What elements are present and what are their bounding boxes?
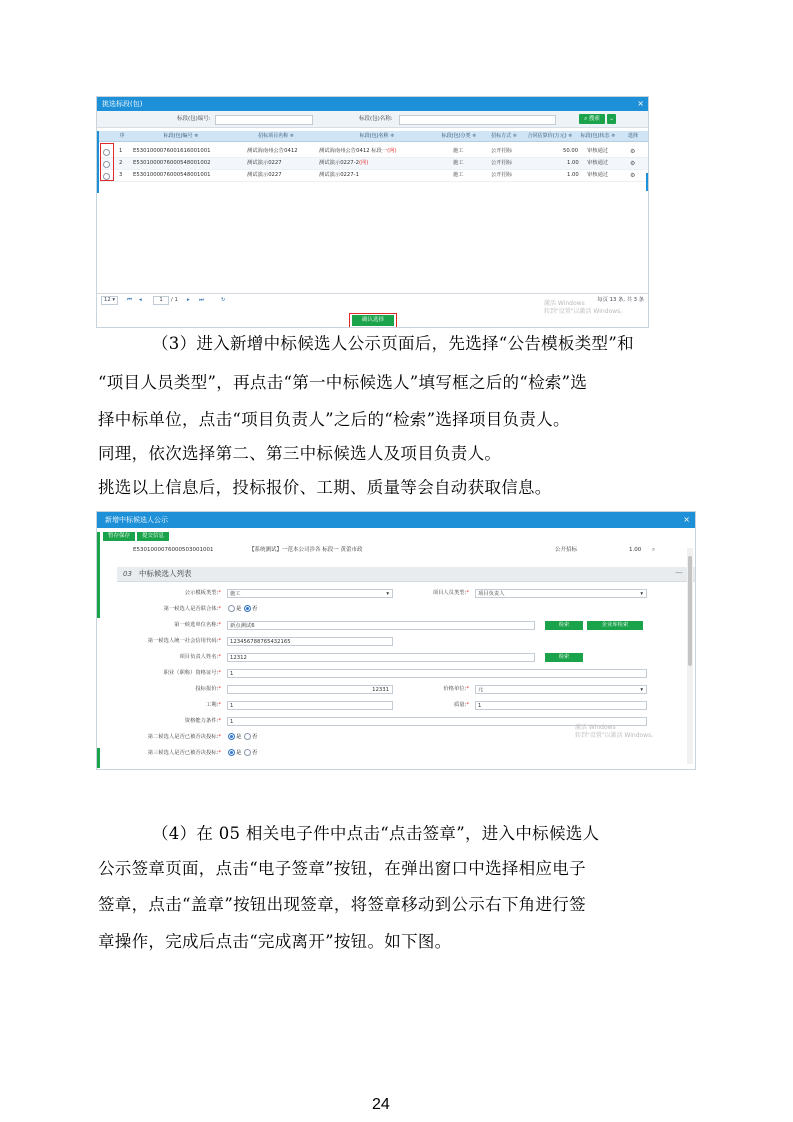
second-radio-group[interactable] [227, 733, 257, 742]
close-icon[interactable]: × [683, 515, 690, 524]
bid-price-label: 投标报价:* [195, 686, 221, 692]
table-row[interactable] [97, 170, 648, 182]
search-name-input[interactable] [399, 115, 556, 125]
row-index: 3 [119, 172, 123, 178]
table-row[interactable] [97, 146, 648, 158]
search-icon[interactable]: ⌕ [652, 547, 656, 553]
row-status: 审核通过 [587, 172, 609, 178]
period-label: 工期:* [205, 702, 221, 708]
close-icon[interactable]: × [637, 99, 644, 108]
row-category: 施工 [453, 160, 464, 166]
radio-yes[interactable] [228, 749, 235, 756]
add-candidate-form [96, 511, 696, 770]
template-type-value: 施工 [230, 591, 241, 597]
next-page-icon[interactable]: ▸ [187, 297, 190, 303]
header-code[interactable]: 标段(包)编号 ≑ [163, 133, 199, 139]
leader-name-label-text: 项目负责人姓名: [179, 654, 219, 660]
para1-line3: 择中标单位，点击“项目负责人”之后的“检索”选择项目负责人。 [98, 410, 570, 429]
header-method[interactable]: 招标方式 ≑ [491, 133, 517, 139]
row-name [319, 146, 397, 157]
para2-line4: 章操作，完成后点击“完成离开”按钮。如下图。 [98, 932, 452, 951]
scrollbar-thumb[interactable] [688, 556, 692, 666]
row-method: 公开招标 [491, 160, 513, 166]
person-type-label: 项目人员类型:* [432, 590, 469, 596]
para1-line1: （3）进入新增中标候选人公示页面后，先选择“公告模板类型”和 [152, 334, 634, 353]
watermark-line2: 转到"设置"以激活 Windows。 [544, 308, 627, 315]
first-page-icon[interactable]: ⏮ [127, 297, 132, 303]
row-price: 1.00 [567, 160, 579, 166]
watermark-line2: 转到"设置"以激活 Windows。 [575, 732, 658, 739]
page-total: / 1 [171, 297, 178, 303]
bid-price-label-text: 投标报价: [195, 686, 219, 692]
radio-yes-label: 是 [236, 750, 242, 756]
second-rejected-label-text: 第二候选人是否已被否决投标: [147, 734, 219, 740]
search-code-input[interactable] [215, 115, 313, 125]
row-index: 1 [119, 148, 123, 154]
page-info: 每页 13 条, 共 3 条 [597, 297, 644, 303]
template-type-select[interactable] [227, 589, 393, 598]
table-row[interactable] [97, 158, 648, 170]
leader-name-input[interactable]: 12312 [227, 653, 535, 662]
radio-no-label: 否 [252, 734, 258, 740]
price-unit-label: 价格单位:* [443, 686, 469, 692]
radio-no-label: 否 [252, 750, 258, 756]
row-status: 审核通过 [587, 160, 609, 166]
row-code: E5301000076001616001001 [133, 148, 211, 154]
row-tag: (网) [387, 148, 397, 154]
watermark-line1: 激活 Windows [544, 300, 585, 307]
row-price: 50.00 [563, 148, 579, 154]
unit-name-label-text: 第一候选单位名称: [174, 622, 219, 628]
prev-page-icon[interactable]: ◂ [139, 297, 142, 303]
cert-label: 职业（职称）资格证号:* [163, 670, 221, 676]
radio-no[interactable] [244, 749, 251, 756]
radio-yes[interactable] [228, 733, 235, 740]
radio-highlight-box [100, 143, 114, 181]
radio-no-label: 否 [252, 606, 258, 612]
enterprise-search-button[interactable]: 企业库检索 [587, 621, 643, 630]
section-header [117, 567, 695, 582]
windows-watermark [544, 300, 626, 316]
row-name-text: 测试演示0227-2 [319, 160, 359, 166]
header-project[interactable]: 招标项目名称 ≑ [258, 133, 294, 139]
row-code: E5301000076000503001001 [133, 547, 214, 553]
leader-name-label: 项目负责人姓名:* [179, 654, 221, 660]
row-code: E5301000076000548001002 [133, 160, 211, 166]
quality-label-text: 质量: [453, 702, 467, 708]
section-number: 03 [123, 570, 132, 578]
price-unit-select[interactable] [475, 685, 647, 694]
third-rejected-label: 第三候选人是否已被否决投标:* [147, 750, 221, 756]
union-radio-group[interactable] [227, 605, 257, 614]
page-size-value: 12 [104, 297, 111, 303]
table-header [97, 131, 648, 142]
row-method: 公开招标 [491, 148, 513, 154]
capacity-input[interactable]: 1 [227, 717, 647, 726]
windows-watermark [575, 724, 657, 740]
para2-line1: （4）在 05 相关电子件中点击“点击签章”，进入中标候选人 [152, 824, 600, 843]
header-index: 序 [119, 133, 125, 139]
price-unit-value: 元 [478, 687, 484, 693]
search-button[interactable] [579, 114, 605, 124]
unit-name-input[interactable]: 新点测试6 [227, 621, 535, 630]
price-unit-label-text: 价格单位: [443, 686, 467, 692]
person-type-value: 项目负责人 [478, 591, 505, 597]
row-price: 1.00 [567, 172, 579, 178]
row-project: 测试海南州公告0412 [247, 148, 298, 154]
radio-yes[interactable] [228, 605, 235, 612]
third-radio-group[interactable] [227, 749, 257, 758]
search-name-label: 标段(包)名称: [359, 116, 393, 122]
row-project: 测试演示0227 [247, 172, 282, 178]
search-bar [97, 111, 648, 128]
credit-code-label-text: 第一候选人统一社会信用代码: [147, 638, 219, 644]
cert-label-text: 职业（职称）资格证号: [163, 670, 219, 676]
last-page-icon[interactable]: ⏭ [199, 297, 204, 303]
person-type-select[interactable] [475, 589, 647, 598]
confirm-highlight-box [349, 313, 397, 328]
save-draft-button[interactable]: 暂存保存 [103, 532, 135, 541]
row-method: 公开招标 [491, 172, 513, 178]
union-label: 第一候选人是否联合体:* [163, 606, 221, 612]
capacity-label: 资格能力条件:* [184, 718, 221, 724]
capacity-label-text: 资格能力条件: [184, 718, 219, 724]
row-status: 审核通过 [587, 148, 609, 154]
quality-input[interactable]: 1 [475, 701, 647, 710]
para1-line2: “项目人员类型”，再点击“第一中标候选人”填写框之后的“检索”选 [98, 373, 588, 392]
unit-name-label: 第一候选单位名称:* [174, 622, 221, 628]
caret-down-icon: ▾ [386, 591, 389, 597]
radio-yes-label: 是 [236, 734, 242, 740]
header-status[interactable]: 标段(包)状态 ≑ [580, 133, 616, 139]
para1-line5: 挑选以上信息后，投标报价、工期、质量等会自动获取信息。 [98, 478, 552, 497]
header-name[interactable]: 标段(包)名称 ≑ [359, 133, 395, 139]
search-icon: ⌕ [584, 116, 588, 122]
row-price: 1.00 [629, 547, 642, 553]
search-code-label: 标段(包)编号: [177, 116, 211, 122]
row-name: 测试演示0227-1 [319, 172, 359, 178]
select-section-dialog [96, 96, 649, 328]
period-input[interactable]: 1 [227, 701, 393, 710]
gear-icon[interactable]: ⚙ [630, 172, 636, 179]
collapse-icon[interactable]: — [675, 568, 683, 577]
search-button-label: 搜索 [588, 116, 600, 122]
row-category: 施工 [453, 148, 464, 154]
para1-line4: 同理，依次选择第二、第三中标候选人及项目负责人。 [98, 444, 502, 463]
template-type-label: 公示模板类型:* [184, 590, 221, 596]
caret-down-icon: ▾ [640, 591, 643, 597]
credit-code-label: 第一候选人统一社会信用代码:* [147, 638, 221, 644]
header-select: 选择 [627, 133, 638, 139]
union-label-text: 第一候选人是否联合体: [163, 606, 219, 612]
section-title: 中标候选人列表 [139, 569, 192, 578]
left-edge-strip [97, 131, 99, 193]
left-edge-strip-bottom [97, 748, 100, 768]
header-price[interactable]: 合同估算价(万元) ≑ [527, 133, 573, 139]
row-name [319, 158, 368, 169]
para2-line3: 签章，点击“盖章”按钮出现签章，将签章移动到公示右下角进行签 [98, 895, 586, 914]
page-number: 24 [372, 1096, 390, 1113]
unit-search-button[interactable]: 检索 [545, 621, 583, 630]
page-input[interactable]: 1 [153, 296, 169, 305]
person-type-label-text: 项目人员类型: [432, 590, 467, 596]
credit-code-input[interactable]: 123456788765432165 [227, 637, 393, 646]
row-tag: (网) [358, 160, 369, 166]
leader-search-button[interactable]: 检索 [545, 653, 583, 662]
header-category[interactable]: 标段(包)分类 ≑ [441, 133, 477, 139]
page-size-select[interactable]: 12 ▾ [101, 296, 118, 305]
refresh-icon[interactable]: ↻ [221, 297, 226, 303]
period-label-text: 工期: [205, 702, 219, 708]
gear-icon[interactable]: ⚙ [630, 148, 636, 155]
row-category: 施工 [453, 172, 464, 178]
watermark-line1: 激活 Windows [575, 724, 616, 731]
radio-no[interactable] [244, 605, 251, 612]
radio-no[interactable] [244, 733, 251, 740]
row-name: 【系统测试】一范本公司涉各 标段一 黄蕾市政 [249, 547, 363, 553]
right-edge-strip [646, 173, 648, 191]
radio-yes-label: 是 [236, 606, 242, 612]
selected-section-row [97, 544, 685, 556]
quality-label: 质量:* [453, 702, 469, 708]
row-method: 公开招标 [555, 547, 578, 553]
confirm-select-button[interactable]: 确认选择 [352, 315, 394, 326]
template-type-label-text: 公示模板类型: [184, 590, 219, 596]
submit-button[interactable]: 提交信息 [137, 532, 169, 541]
cert-input[interactable]: 1 [227, 669, 647, 678]
row-index: 2 [119, 160, 123, 166]
caret-down-icon: ▾ [640, 687, 643, 693]
para2-line2: 公示签章页面，点击“电子签章”按钮，在弹出窗口中选择相应电子 [98, 859, 586, 878]
row-name-text: 测试海南州公告0412 标段一 [319, 148, 388, 154]
dialog-title: 新增中标候选人公示 [97, 512, 695, 528]
gear-icon[interactable]: ⚙ [630, 160, 636, 167]
row-project: 测试演示0227 [247, 160, 282, 166]
chevron-down-icon[interactable]: ⌄ [607, 114, 616, 124]
bid-price-input[interactable]: 12331 [227, 685, 393, 694]
third-rejected-label-text: 第三候选人是否已被否决投标: [147, 750, 219, 756]
dialog-title: 挑选标段(包) [97, 97, 648, 111]
row-code: E5301000076000548001001 [133, 172, 211, 178]
second-rejected-label: 第二候选人是否已被否决投标:* [147, 734, 221, 740]
